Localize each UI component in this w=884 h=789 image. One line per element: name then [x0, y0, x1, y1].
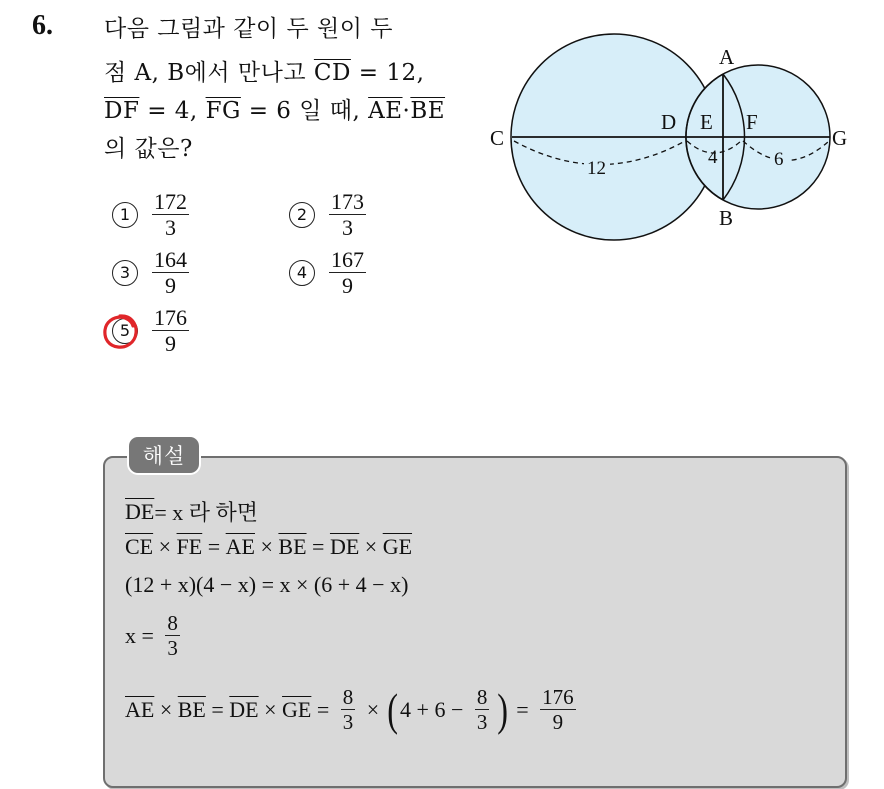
- times-sign: ×: [154, 696, 178, 722]
- equals-sign: =: [510, 696, 535, 722]
- choice-4-denominator: 9: [342, 273, 353, 299]
- point-d-label: D: [661, 110, 677, 134]
- solution-line-1: [125, 496, 258, 527]
- choice-number-2: 2: [289, 202, 315, 228]
- segment-be: $\overline{BE}$: [410, 98, 446, 124]
- choice-2-numerator: 173: [331, 189, 364, 214]
- sol-final-ae: $\overline{AE}$: [125, 696, 155, 722]
- segment-cd: $\overline{CD}$: [313, 60, 351, 86]
- question-line-4: [104, 130, 193, 163]
- sol-segment-de-2: $\overline{DE}$: [329, 534, 360, 559]
- frac-denominator: 3: [476, 710, 488, 735]
- sol-segment-ge: $\overline{GE}$: [382, 534, 413, 559]
- question-text-4: 의 값은?: [104, 136, 193, 162]
- choice-number-3: 3: [112, 260, 138, 286]
- sol-final-be: $\overline{BE}$: [177, 696, 206, 722]
- sol-segment-ce: $\overline{CE}$: [125, 534, 154, 559]
- solution-line-3: [125, 572, 408, 598]
- question-text-1: 다음 그림과 같이 두 원이 두: [104, 16, 393, 42]
- equals-sign: =: [202, 534, 226, 559]
- choice-number-4: 4: [289, 260, 315, 286]
- point-a-label: A: [719, 45, 735, 69]
- choice-number-1: 1: [112, 202, 138, 228]
- times-sign: ×: [254, 534, 279, 559]
- solution-line-4: [125, 612, 186, 659]
- open-paren: (: [387, 683, 398, 735]
- choice-1-numerator: 172: [154, 189, 187, 214]
- choice-4-numerator: 167: [331, 247, 364, 272]
- sol-frac-8-3: [341, 686, 356, 733]
- sol-equation: (12 + x)(4 − x) = x × (6 + 4 − x): [125, 572, 409, 597]
- times-sign: ×: [153, 534, 177, 559]
- question-line-1: [104, 10, 393, 43]
- solution-line-2: [125, 534, 412, 560]
- point-e-label: E: [700, 110, 713, 134]
- sol-final-de: $\overline{DE}$: [229, 696, 259, 722]
- close-paren: ): [497, 683, 509, 735]
- point-f-label: F: [746, 110, 758, 134]
- question-text-3a: = 4,: [139, 98, 206, 124]
- point-g-label: G: [832, 126, 848, 150]
- segment-df: $\overline{DF}$: [104, 98, 140, 124]
- choice-4[interactable]: [289, 248, 366, 297]
- solution-line-5: [125, 683, 582, 735]
- question-line-2: [104, 54, 424, 87]
- sol-segment-be: $\overline{BE}$: [278, 534, 307, 559]
- equals-sign: =: [311, 696, 335, 722]
- frac-numerator: 8: [476, 685, 488, 709]
- choice-2-denominator: 3: [342, 215, 353, 241]
- frac-numerator: 8: [342, 685, 354, 709]
- frac-numerator: 176: [542, 685, 574, 709]
- question-text-2a: 점 A, B에서 만나고: [104, 60, 314, 86]
- sol-frac-8-3-inner: [475, 686, 490, 733]
- point-c-label: C: [490, 126, 505, 150]
- choice-5-numerator: 176: [154, 305, 187, 330]
- times-sign: ×: [359, 534, 383, 559]
- choice-fraction-2: [329, 190, 366, 239]
- product-dot: ·: [402, 98, 411, 124]
- frac-denominator: 3: [342, 710, 354, 735]
- sol-x-equals: x =: [125, 622, 160, 648]
- choice-fraction-4: [329, 248, 366, 297]
- choice-3-denominator: 9: [165, 273, 176, 299]
- sol-final-answer: [540, 686, 576, 733]
- choice-2[interactable]: [289, 190, 366, 239]
- sol-inner-expr: 4 + 6 −: [400, 696, 469, 722]
- sol-x-denominator: 3: [167, 636, 178, 661]
- answer-mark-circle: [101, 312, 139, 350]
- sol-line1-text: = x 라 하면: [154, 500, 258, 525]
- choice-3-numerator: 164: [154, 247, 187, 272]
- equals-sign: =: [306, 534, 330, 559]
- frac-denominator: 9: [552, 710, 564, 735]
- choice-fraction-3: [152, 248, 189, 297]
- segment-ae: $\overline{AE}$: [368, 98, 403, 124]
- sol-segment-ae: $\overline{AE}$: [225, 534, 255, 559]
- choice-fraction-5: [152, 306, 189, 355]
- times-sign: ×: [361, 696, 385, 722]
- times-sign: ×: [258, 696, 283, 722]
- choice-5-denominator: 9: [165, 331, 176, 357]
- measure-12: 12: [587, 158, 606, 179]
- sol-segment-fe: $\overline{FE}$: [176, 534, 203, 559]
- point-b-label: B: [719, 206, 734, 230]
- choice-1-denominator: 3: [165, 215, 176, 241]
- two-circles-diagram: [488, 10, 868, 270]
- question-line-3: [104, 92, 445, 125]
- segment-fg: $\overline{FG}$: [205, 98, 241, 124]
- choice-number-5: 5: [112, 318, 138, 344]
- question-text-2b: = 12,: [350, 60, 425, 86]
- sol-x-value: [165, 612, 180, 659]
- solution-tab: 해설: [129, 437, 199, 473]
- choice-3[interactable]: [112, 248, 189, 297]
- sol-x-numerator: 8: [167, 611, 178, 635]
- choice-fraction-1: [152, 190, 189, 239]
- equals-sign: =: [205, 696, 230, 722]
- choice-1[interactable]: [112, 190, 189, 239]
- measure-4: 4: [708, 147, 718, 168]
- sol-segment-de: $\overline{DE}$: [125, 498, 155, 524]
- question-text-3b: = 6 일 때,: [240, 98, 369, 124]
- measure-6: 6: [774, 149, 784, 170]
- question-number: 6.: [32, 10, 53, 41]
- sol-final-ge: $\overline{GE}$: [282, 696, 312, 722]
